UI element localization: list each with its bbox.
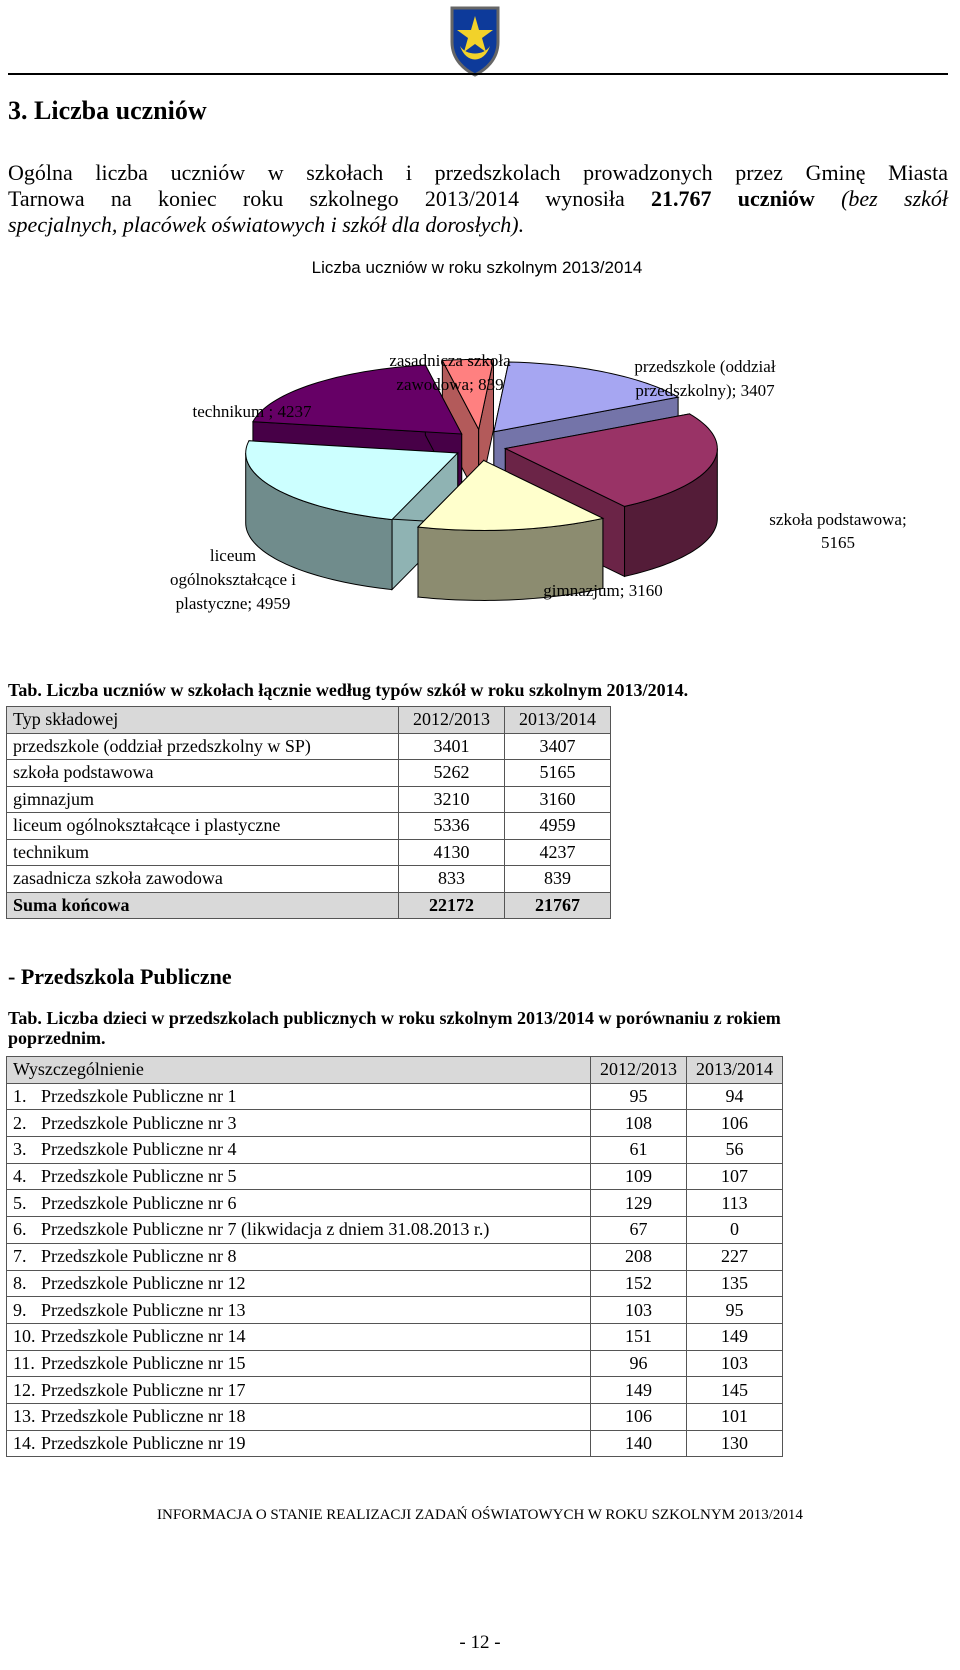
cell-2013: 106 [687,1110,783,1137]
label-zasadnicza-2: zawodowa; 839 [396,375,504,394]
column-header: Typ składowej [7,707,399,734]
row-number: 9. [13,1299,27,1320]
total-2012: 22172 [399,892,505,919]
table-row [7,1217,783,1244]
preschool-name: Przedszkole Publiczne nr 4 [41,1139,237,1160]
cell-2013: 95 [687,1297,783,1324]
table-total-row [7,892,611,919]
section-title: 3. Liczba uczniów [8,96,207,125]
cell-label: przedszkole (oddział przedszkolny w SP) [7,733,399,760]
cell-2013: 101 [687,1403,783,1430]
cell-name [7,1083,591,1110]
row-number: 3. [13,1139,27,1160]
cell-2013: 103 [687,1350,783,1377]
cell-2013: 135 [687,1270,783,1297]
label-podstawowa-2: 5165 [821,533,855,552]
cell-name [7,1217,591,1244]
cell-2013: 227 [687,1243,783,1270]
table-header-row [7,707,611,734]
row-number: 12. [13,1379,36,1400]
preschool-name: Przedszkole Publiczne nr 17 [41,1379,246,1400]
preschool-name: Przedszkole Publiczne nr 14 [41,1326,246,1347]
cell-2013: 4959 [505,813,611,840]
cell-2012: 108 [591,1110,687,1137]
cell-label: liceum ogólnokształcące i plastyczne [7,813,399,840]
intro-line-1: Ogólna liczba uczniów w szkołach i przedszkolach prowadzonych przez Gminę Miasta [8,160,948,185]
table-row [7,1297,783,1324]
cell-2013: 56 [687,1137,783,1164]
table-row [7,813,611,840]
table2-caption-line-2: poprzednim. [8,1028,106,1048]
cell-name [7,1377,591,1404]
cell-2013: 113 [687,1190,783,1217]
table-row [7,760,611,787]
cell-2012: 95 [591,1083,687,1110]
cell-name [7,1270,591,1297]
preschool-name: Przedszkole Publiczne nr 13 [41,1299,246,1320]
table-row [7,1163,783,1190]
cell-2013: 839 [505,866,611,893]
label-podstawowa-1: szkoła podstawowa; [769,510,907,529]
table-row [7,1403,783,1430]
table2-caption [8,1008,908,1048]
row-number: 4. [13,1166,27,1187]
cell-2012: 3401 [399,733,505,760]
chart-title: Liczba uczniów w roku szkolnym 2013/2014 [311,258,643,277]
row-number: 2. [13,1112,27,1133]
table-row [7,1137,783,1164]
preschool-name: Przedszkole Publiczne nr 5 [41,1166,237,1187]
row-number: 1. [13,1086,27,1107]
cell-name [7,1243,591,1270]
preschool-name: Przedszkole Publiczne nr 15 [41,1352,246,1373]
cell-2012: 103 [591,1297,687,1324]
cell-name [7,1163,591,1190]
cell-2013: 4237 [505,839,611,866]
cell-2012: 140 [591,1430,687,1457]
cell-2013: 130 [687,1430,783,1457]
cell-2013: 3160 [505,786,611,813]
table-row [7,866,611,893]
cell-2013: 145 [687,1377,783,1404]
row-number: 7. [13,1246,27,1267]
label-technikum: technikum ; 4237 [192,402,312,421]
preschool-name: Przedszkole Publiczne nr 1 [41,1086,237,1107]
label-liceum-2: ogólnokształcące i [169,570,297,589]
cell-2013: 107 [687,1163,783,1190]
column-header: Wyszczególnienie [7,1057,591,1084]
column-header: 2012/2013 [591,1057,687,1084]
cell-name [7,1403,591,1430]
cell-2013: 0 [687,1217,783,1244]
cell-name [7,1297,591,1324]
cell-2012: 109 [591,1163,687,1190]
row-number: 14. [13,1432,36,1453]
label-przedszkole-1: przedszkole (oddział [634,357,776,376]
preschool-name: Przedszkole Publiczne nr 7 (likwidacja z dniem 31.08.2013 r.) [41,1219,490,1240]
intro-line-3: specjalnych, placówek oświatowych i szkół dla dorosłych). [8,212,525,237]
row-number: 8. [13,1272,27,1293]
table-row [7,1083,783,1110]
cell-name [7,1430,591,1457]
cell-2012: 208 [591,1243,687,1270]
column-header: 2012/2013 [399,707,505,734]
column-header: 2013/2014 [505,707,611,734]
cell-2012: 96 [591,1350,687,1377]
row-number: 11. [13,1352,35,1373]
cell-name [7,1110,591,1137]
table-row [7,1190,783,1217]
table-row [7,786,611,813]
cell-2012: 4130 [399,839,505,866]
cell-name [7,1350,591,1377]
table-row [7,1323,783,1350]
pie-chart [0,255,960,675]
cell-name [7,1190,591,1217]
intro-line-2: Tarnowa na koniec roku szkolnego 2013/2014 wynosiła 21.767 uczniów (bez szkół [8,186,949,211]
preschool-name: Przedszkole Publiczne nr 3 [41,1112,237,1133]
preschool-name: Przedszkole Publiczne nr 18 [41,1406,246,1427]
total-label: Suma końcowa [7,892,399,919]
table-row [7,1243,783,1270]
column-header: 2013/2014 [687,1057,783,1084]
label-przedszkole-2: przedszkolny); 3407 [635,381,775,400]
page-number: - 12 - [459,1632,501,1653]
cell-2012: 5336 [399,813,505,840]
cell-2013: 3407 [505,733,611,760]
cell-2013: 5165 [505,760,611,787]
label-liceum-1: liceum [209,546,257,565]
table-row [7,733,611,760]
cell-label: technikum [7,839,399,866]
subsection-title: - Przedszkola Publiczne [8,964,232,989]
cell-2012: 152 [591,1270,687,1297]
header-rule [8,73,948,75]
table1-caption: Tab. Liczba uczniów w szkołach łącznie według typów szkół w roku szkolnym 2013/2014. [8,680,689,700]
label-gimnazjum: gimnazjum; 3160 [543,581,663,600]
table-row [7,1350,783,1377]
table-row [7,839,611,866]
cell-2012: 61 [591,1137,687,1164]
cell-2012: 3210 [399,786,505,813]
students-by-school-type-table [6,706,611,919]
cell-2012: 149 [591,1377,687,1404]
row-number: 10. [13,1326,36,1347]
cell-2013: 94 [687,1083,783,1110]
preschool-name: Przedszkole Publiczne nr 6 [41,1192,237,1213]
intro-paragraph [8,160,948,238]
city-crest-logo [438,4,512,78]
table-row [7,1110,783,1137]
table2-caption-line-1: Tab. Liczba dzieci w przedszkolach publicznych w roku szkolnym 2013/2014 w porównaniu z rokiem [8,1008,781,1028]
page-footer: INFORMACJA O STANIE REALIZACJI ZADAŃ OŚWIATOWYCH W ROKU SZKOLNYM 2013/2014 [157,1507,803,1523]
public-preschools-table [6,1056,783,1457]
table-row [7,1377,783,1404]
total-2013: 21767 [505,892,611,919]
row-number: 5. [13,1192,27,1213]
cell-2012: 833 [399,866,505,893]
cell-2012: 151 [591,1323,687,1350]
cell-2012: 5262 [399,760,505,787]
table-row [7,1430,783,1457]
preschool-name: Przedszkole Publiczne nr 8 [41,1246,237,1267]
cell-label: szkoła podstawowa [7,760,399,787]
label-liceum-3: plastyczne; 4959 [175,594,291,613]
cell-name [7,1323,591,1350]
cell-2012: 106 [591,1403,687,1430]
cell-2013: 149 [687,1323,783,1350]
cell-2012: 129 [591,1190,687,1217]
row-number: 6. [13,1219,27,1240]
cell-name [7,1137,591,1164]
cell-2012: 67 [591,1217,687,1244]
table-header-row [7,1057,783,1084]
label-zasadnicza-1: zasadnicza szkoła [389,351,511,370]
cell-label: zasadnicza szkoła zawodowa [7,866,399,893]
preschool-name: Przedszkole Publiczne nr 12 [41,1272,246,1293]
table-row [7,1270,783,1297]
row-number: 13. [13,1406,36,1427]
cell-label: gimnazjum [7,786,399,813]
preschool-name: Przedszkole Publiczne nr 19 [41,1432,246,1453]
